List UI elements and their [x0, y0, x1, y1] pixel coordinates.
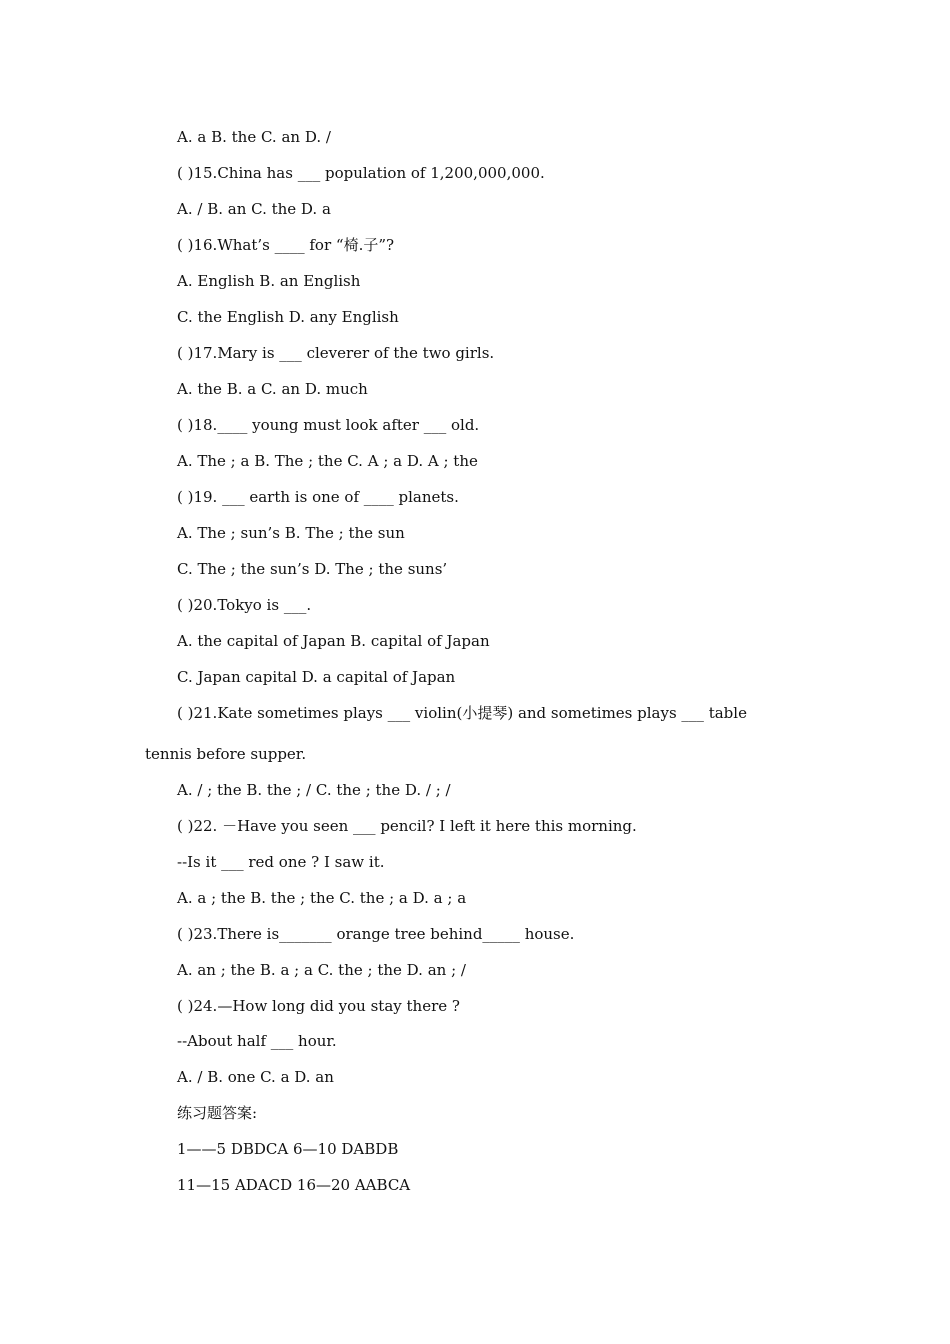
answer-key-line-1: 1——5 DBDCA 6—10 DABDB — [177, 1140, 399, 1158]
question-18: ( )18.____ young must look after ___ old. — [177, 416, 480, 434]
question-21-continuation: tennis before supper. — [145, 745, 307, 763]
question-22-dialogue: --Is it ___ red one ? I saw it. — [177, 853, 385, 871]
option-line-q23: A. an ; the B. a ; a C. the ; the D. an ; / — [177, 961, 466, 979]
question-22: ( )22. －Have you seen ___ pencil? I left it here this morning. — [177, 817, 637, 835]
option-line-q16-b: C. the English D. any English — [177, 308, 399, 326]
option-line-q14: A. a B. the C. an D. / — [177, 128, 331, 146]
question-15: ( )15.China has ___ population of 1,200,000,000. — [177, 164, 545, 182]
question-23: ( )23.There is_______ orange tree behind_____ house. — [177, 925, 575, 943]
option-line-q24: A. / B. one C. a D. an — [177, 1068, 334, 1086]
option-line-q16-a: A. English B. an English — [177, 272, 361, 290]
question-19: ( )19. ___ earth is one of ____ planets. — [177, 488, 459, 506]
option-line-q17: A. the B. a C. an D. much — [177, 380, 368, 398]
option-line-q22: A. a ; the B. the ; the C. the ; a D. a ; a — [177, 889, 467, 907]
option-line-q20-a: A. the capital of Japan B. capital of Japan — [177, 632, 490, 650]
option-line-q15: A. / B. an C. the D. a — [177, 200, 331, 218]
question-16: ( )16.What’s ____ for “椅.子”? — [177, 236, 395, 254]
answer-key-heading: 练习题答案: — [177, 1104, 258, 1122]
option-line-q21: A. / ; the B. the ; / C. the ; the D. / ; / — [177, 781, 451, 799]
question-21: ( )21.Kate sometimes plays ___ violin(小提琴) and sometimes plays ___ table — [177, 704, 747, 722]
question-24-dialogue: --About half ___ hour. — [177, 1032, 337, 1050]
option-line-q19-b: C. The ; the sun’s D. The ; the suns’ — [177, 560, 448, 578]
option-line-q19-a: A. The ; sun’s B. The ; the sun — [177, 524, 405, 542]
question-17: ( )17.Mary is ___ cleverer of the two girls. — [177, 344, 495, 362]
option-line-q20-b: C. Japan capital D. a capital of Japan — [177, 668, 456, 686]
option-line-q18: A. The ; a B. The ; the C. A ; a D. A ; the — [177, 452, 478, 470]
question-20: ( )20.Tokyo is ___. — [177, 596, 312, 614]
answer-key-line-2: 11—15 ADACD 16—20 AABCA — [177, 1176, 411, 1194]
question-24: ( )24.—How long did you stay there ? — [177, 997, 460, 1015]
